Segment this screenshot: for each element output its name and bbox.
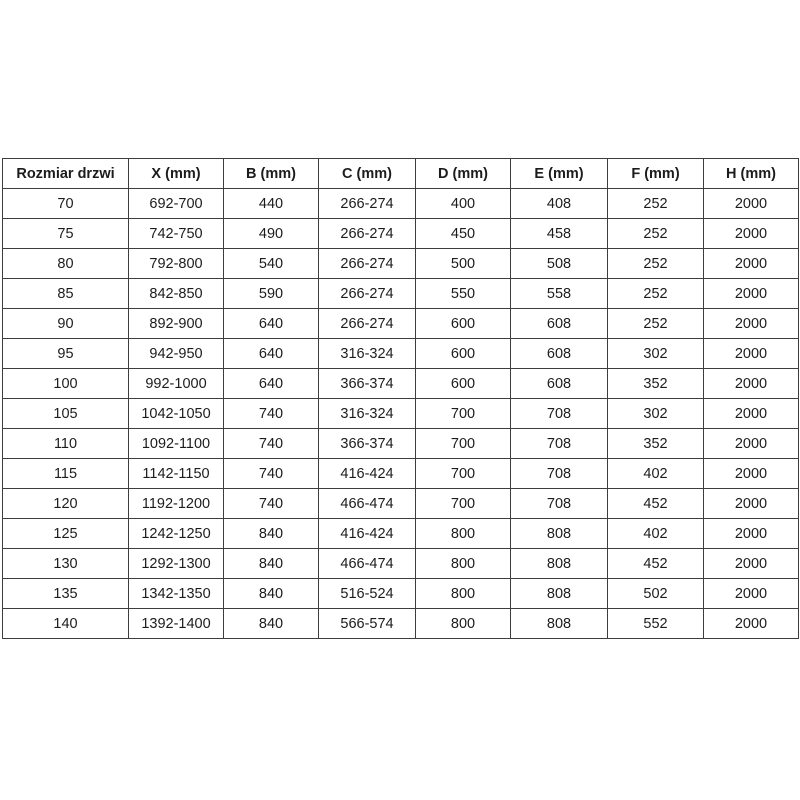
- table-cell: 402: [608, 519, 704, 549]
- table-cell: 266-274: [319, 249, 416, 279]
- table-row: [3, 279, 799, 309]
- table-cell: 708: [511, 429, 608, 459]
- table-cell: 840: [224, 579, 319, 609]
- table-cell: 502: [608, 579, 704, 609]
- column-header: H (mm): [704, 159, 799, 189]
- table-row: [3, 249, 799, 279]
- table-cell: 740: [224, 489, 319, 519]
- table-cell: 700: [416, 399, 511, 429]
- table-cell: 105: [3, 399, 129, 429]
- table-row: [3, 609, 799, 639]
- table-cell: 400: [416, 189, 511, 219]
- table-cell: 85: [3, 279, 129, 309]
- table-cell: 80: [3, 249, 129, 279]
- table-cell: 1192-1200: [129, 489, 224, 519]
- table-cell: 100: [3, 369, 129, 399]
- table-cell: 490: [224, 219, 319, 249]
- table-cell: 70: [3, 189, 129, 219]
- table-cell: 740: [224, 459, 319, 489]
- table-cell: 640: [224, 339, 319, 369]
- table-cell: 800: [416, 519, 511, 549]
- table-cell: 2000: [704, 219, 799, 249]
- table-cell: 540: [224, 249, 319, 279]
- table-cell: 316-324: [319, 339, 416, 369]
- table-row: [3, 339, 799, 369]
- table-cell: 1292-1300: [129, 549, 224, 579]
- table-cell: 302: [608, 399, 704, 429]
- table-cell: 700: [416, 459, 511, 489]
- table-cell: 740: [224, 429, 319, 459]
- table-cell: 2000: [704, 369, 799, 399]
- table-cell: 252: [608, 189, 704, 219]
- table-cell: 110: [3, 429, 129, 459]
- table-cell: 800: [416, 579, 511, 609]
- table-row: [3, 459, 799, 489]
- column-header: X (mm): [129, 159, 224, 189]
- table-body: [3, 189, 799, 639]
- table-cell: 95: [3, 339, 129, 369]
- table-cell: 2000: [704, 609, 799, 639]
- table-row: [3, 219, 799, 249]
- table-cell: 840: [224, 609, 319, 639]
- table-cell: 120: [3, 489, 129, 519]
- table-cell: 316-324: [319, 399, 416, 429]
- table-cell: 402: [608, 459, 704, 489]
- table-cell: 90: [3, 309, 129, 339]
- table-cell: 416-424: [319, 459, 416, 489]
- table-cell: 440: [224, 189, 319, 219]
- table-cell: 640: [224, 369, 319, 399]
- column-header: B (mm): [224, 159, 319, 189]
- table-header-row: [3, 159, 799, 189]
- table-cell: 75: [3, 219, 129, 249]
- table-cell: 508: [511, 249, 608, 279]
- table-cell: 840: [224, 549, 319, 579]
- table-row: [3, 399, 799, 429]
- table-row: [3, 429, 799, 459]
- column-header: E (mm): [511, 159, 608, 189]
- table-cell: 1142-1150: [129, 459, 224, 489]
- table-cell: 135: [3, 579, 129, 609]
- table-row: [3, 549, 799, 579]
- table-cell: 800: [416, 549, 511, 579]
- table-cell: 700: [416, 489, 511, 519]
- table-cell: 302: [608, 339, 704, 369]
- table-cell: 840: [224, 519, 319, 549]
- table-cell: 252: [608, 279, 704, 309]
- table-cell: 115: [3, 459, 129, 489]
- table-cell: 708: [511, 399, 608, 429]
- table-cell: 800: [416, 609, 511, 639]
- table-cell: 842-850: [129, 279, 224, 309]
- table-cell: 466-474: [319, 549, 416, 579]
- table-cell: 2000: [704, 399, 799, 429]
- table-cell: 125: [3, 519, 129, 549]
- table-cell: 742-750: [129, 219, 224, 249]
- table-cell: 608: [511, 369, 608, 399]
- table-row: [3, 489, 799, 519]
- table-cell: 366-374: [319, 369, 416, 399]
- table-cell: 352: [608, 369, 704, 399]
- table-cell: 500: [416, 249, 511, 279]
- table-cell: 408: [511, 189, 608, 219]
- table-cell: 692-700: [129, 189, 224, 219]
- table-cell: 600: [416, 339, 511, 369]
- table-cell: 2000: [704, 459, 799, 489]
- table-cell: 252: [608, 309, 704, 339]
- table-cell: 452: [608, 489, 704, 519]
- table-cell: 516-524: [319, 579, 416, 609]
- table-cell: 608: [511, 339, 608, 369]
- table-cell: 2000: [704, 339, 799, 369]
- table-cell: 2000: [704, 579, 799, 609]
- table-row: [3, 189, 799, 219]
- table-cell: 2000: [704, 549, 799, 579]
- column-header: C (mm): [319, 159, 416, 189]
- table-cell: 708: [511, 489, 608, 519]
- table-cell: 266-274: [319, 309, 416, 339]
- table-cell: 130: [3, 549, 129, 579]
- table-cell: 892-900: [129, 309, 224, 339]
- table-cell: 2000: [704, 429, 799, 459]
- table-row: [3, 579, 799, 609]
- table-row: [3, 309, 799, 339]
- table-cell: 1342-1350: [129, 579, 224, 609]
- door-size-table: [2, 158, 799, 639]
- table-cell: 366-374: [319, 429, 416, 459]
- table-cell: 2000: [704, 189, 799, 219]
- table-cell: 808: [511, 549, 608, 579]
- table-cell: 1242-1250: [129, 519, 224, 549]
- table-cell: 452: [608, 549, 704, 579]
- table-row: [3, 369, 799, 399]
- table-cell: 1092-1100: [129, 429, 224, 459]
- table-cell: 2000: [704, 249, 799, 279]
- table-cell: 266-274: [319, 219, 416, 249]
- table-cell: 808: [511, 519, 608, 549]
- table-cell: 2000: [704, 519, 799, 549]
- table-cell: 566-574: [319, 609, 416, 639]
- table-cell: 416-424: [319, 519, 416, 549]
- column-header: Rozmiar drzwi: [3, 159, 129, 189]
- column-header: D (mm): [416, 159, 511, 189]
- table-cell: 252: [608, 219, 704, 249]
- table-cell: 352: [608, 429, 704, 459]
- table-cell: 992-1000: [129, 369, 224, 399]
- table-cell: 600: [416, 309, 511, 339]
- table-cell: 700: [416, 429, 511, 459]
- table-cell: 600: [416, 369, 511, 399]
- table-cell: 252: [608, 249, 704, 279]
- table-cell: 552: [608, 609, 704, 639]
- table-cell: 640: [224, 309, 319, 339]
- table-cell: 590: [224, 279, 319, 309]
- table-cell: 942-950: [129, 339, 224, 369]
- table-cell: 740: [224, 399, 319, 429]
- table-cell: 808: [511, 609, 608, 639]
- table-cell: 808: [511, 579, 608, 609]
- table-cell: 792-800: [129, 249, 224, 279]
- table-cell: 1392-1400: [129, 609, 224, 639]
- table-cell: 558: [511, 279, 608, 309]
- door-size-table-container: [2, 158, 798, 639]
- table-cell: 2000: [704, 309, 799, 339]
- table-cell: 2000: [704, 279, 799, 309]
- table-cell: 266-274: [319, 189, 416, 219]
- table-cell: 458: [511, 219, 608, 249]
- table-cell: 608: [511, 309, 608, 339]
- column-header: F (mm): [608, 159, 704, 189]
- table-cell: 266-274: [319, 279, 416, 309]
- table-cell: 2000: [704, 489, 799, 519]
- table-row: [3, 519, 799, 549]
- table-cell: 708: [511, 459, 608, 489]
- table-cell: 466-474: [319, 489, 416, 519]
- table-cell: 450: [416, 219, 511, 249]
- table-cell: 1042-1050: [129, 399, 224, 429]
- table-cell: 550: [416, 279, 511, 309]
- table-cell: 140: [3, 609, 129, 639]
